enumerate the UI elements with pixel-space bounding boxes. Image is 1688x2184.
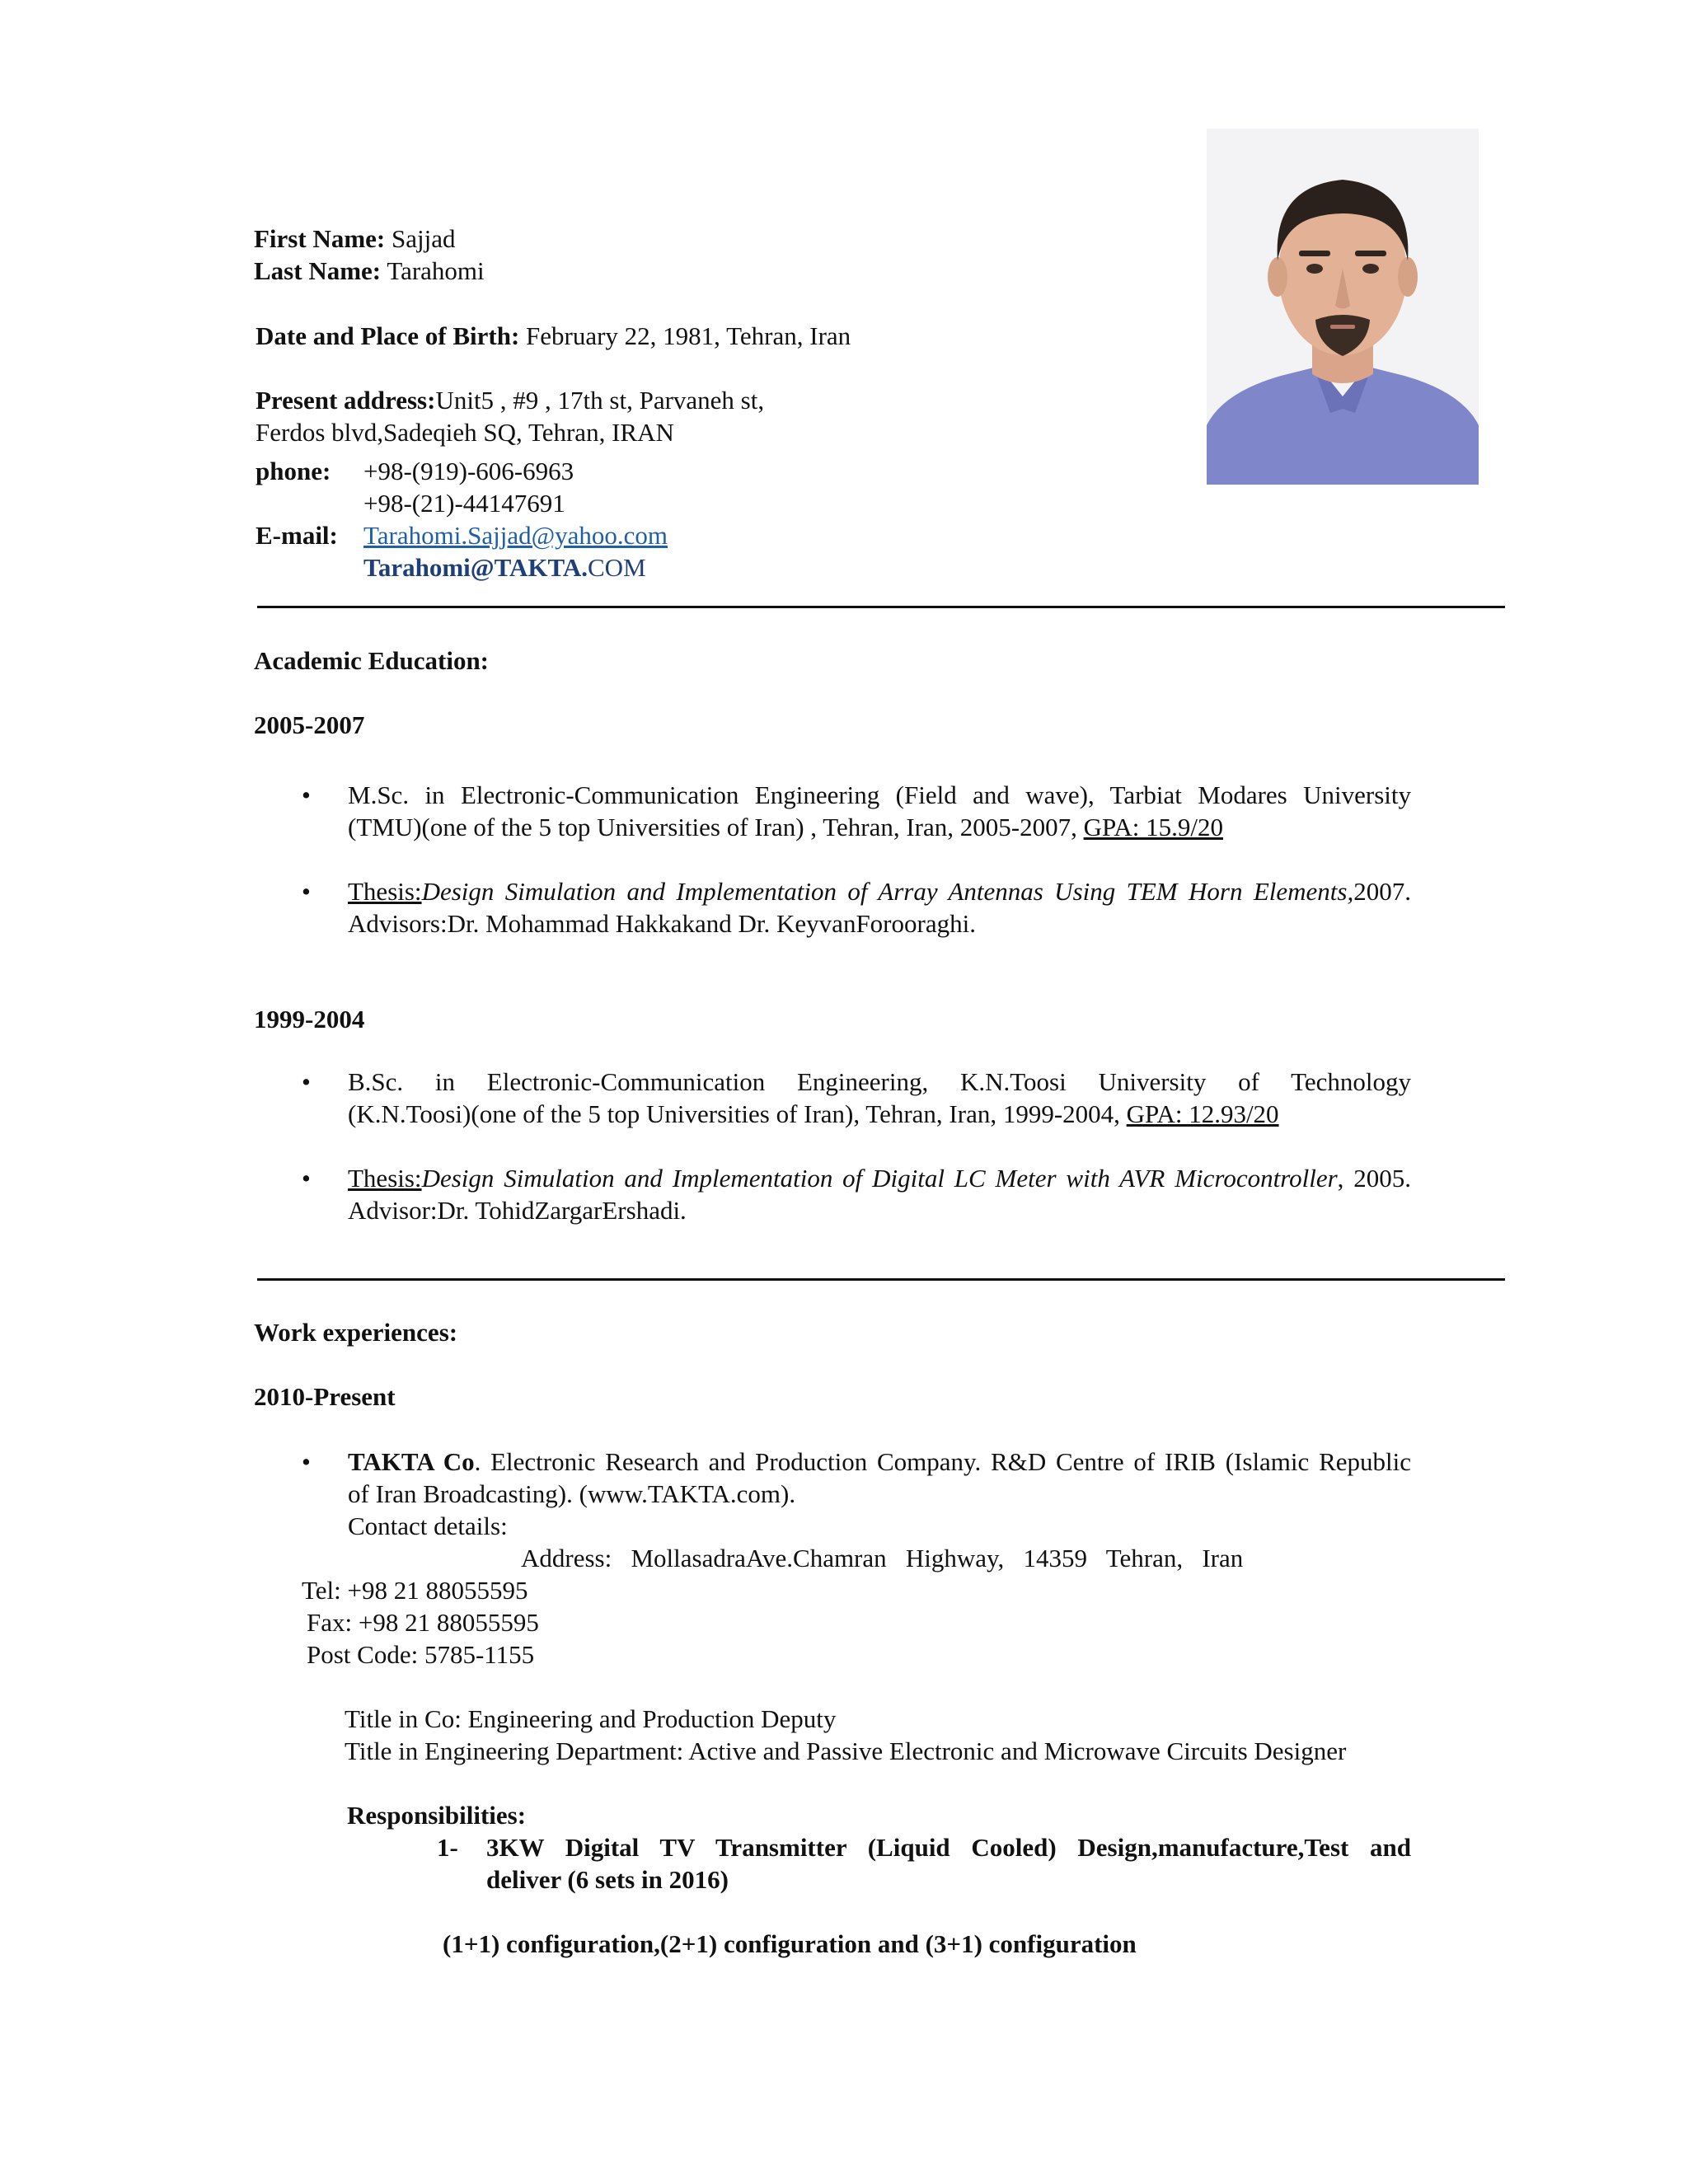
education-period-1: 2005-2007 — [254, 710, 365, 739]
responsibility-1-line-2: deliver (6 sets in 2016) — [486, 1865, 729, 1894]
bullet: • — [302, 1447, 311, 1476]
company-post-code: Post Code: 5785-1155 — [307, 1640, 535, 1669]
phone-1: +98-(919)-606-6963 — [363, 457, 574, 485]
first-name-label: First Name: — [254, 224, 386, 253]
birth-value: February 22, 1981, Tehran, Iran — [526, 321, 851, 350]
address-line-1 — [256, 384, 764, 416]
company-line-2: of Iran Broadcasting). (www.TAKTA.com). — [348, 1479, 796, 1508]
msc-advisors: Advisors:Dr. Mohammad Hakkakand Dr. KeyvanForooraghi. — [348, 909, 976, 938]
responsibility-number-1: 1- — [437, 1833, 458, 1862]
bsc-thesis-line: Thesis:Design Simulation and Implementation of Digital LC Meter with AVR Microcontroller, 2005. — [348, 1164, 1411, 1193]
bullet: • — [302, 877, 311, 906]
bsc-gpa: GPA: 12.93/20 — [1126, 1099, 1279, 1128]
work-period: 2010-Present — [254, 1382, 396, 1411]
email-label: E-mail: — [256, 521, 338, 550]
birth-line — [256, 320, 851, 352]
bsc-line-2: (K.N.Toosi)(one of the 5 top Universities of Iran), Tehran, Iran, 1999-2004, GPA: 12.93/20 — [348, 1099, 1279, 1128]
phone-label: phone: — [256, 457, 331, 485]
phone-2: +98-(21)-44147691 — [363, 489, 565, 518]
bullet: • — [302, 780, 311, 809]
email-link-yahoo[interactable]: Tarahomi.Sajjad@yahoo.com — [363, 521, 668, 550]
company-tel: Tel: +98 21 88055595 — [302, 1576, 528, 1605]
email-takta[interactable]: Tarahomi@TAKTA.COM — [363, 553, 646, 582]
title-in-co: Title in Co: Engineering and Production Deputy — [345, 1704, 837, 1733]
configuration-line: (1+1) configuration,(2+1) configuration and (3+1) configuration — [443, 1929, 1137, 1958]
msc-gpa: GPA: 15.9/20 — [1083, 813, 1223, 841]
first-name-value: Sajjad — [392, 224, 456, 253]
birth-label: Date and Place of Birth: — [256, 321, 520, 350]
last-name-label: Last Name: — [254, 256, 382, 285]
responsibility-1-line-1: 3KW Digital TV Transmitter (Liquid Cooled) Design,manufacture,Test and — [486, 1833, 1411, 1862]
address-value-1: Unit5 , #9 , 17th st, Parvaneh st, — [435, 386, 765, 415]
profile-photo — [1207, 129, 1479, 485]
company-name: TAKTA Co — [348, 1447, 475, 1476]
divider-middle — [257, 1278, 1505, 1281]
contact-label: Contact details: — [348, 1511, 508, 1540]
portrait-illustration — [1207, 129, 1479, 485]
education-heading: Academic Education: — [254, 646, 490, 675]
work-heading: Work experiences: — [254, 1318, 458, 1347]
last-name-value: Tarahomi — [387, 256, 485, 285]
bullet: • — [302, 1164, 311, 1193]
bsc-line-1: B.Sc. in Electronic-Communication Engineering, K.N.Toosi University of Technology — [348, 1067, 1411, 1096]
bsc-advisor: Advisor:Dr. TohidZargarErshadi. — [348, 1196, 687, 1225]
first-name-line — [254, 223, 456, 255]
address-line-2: Ferdos blvd,Sadeqieh SQ, Tehran, IRAN — [256, 418, 674, 447]
msc-line-1: M.Sc. in Electronic-Communication Engineering (Field and wave), Tarbiat Modares University — [348, 780, 1411, 809]
msc-line-2: (TMU)(one of the 5 top Universities of Iran) , Tehran, Iran, 2005-2007, GPA: 15.9/20 — [348, 813, 1223, 841]
msc-thesis-line: Thesis:Design Simulation and Implementation of Array Antennas Using TEM Horn Elements,2007. — [348, 877, 1411, 906]
divider-top — [257, 606, 1505, 608]
company-fax: Fax: +98 21 88055595 — [307, 1608, 539, 1637]
last-name-line — [254, 255, 485, 287]
company-line-1: TAKTA Co. Electronic Research and Production Company. R&D Centre of IRIB (Islamic Republic — [348, 1447, 1411, 1476]
bullet: • — [302, 1067, 311, 1096]
responsibilities-heading: Responsibilities: — [347, 1801, 527, 1830]
education-period-2: 1999-2004 — [254, 1005, 365, 1033]
title-in-dept: Title in Engineering Department: Active and Passive Electronic and Microwave Circuits Designer — [345, 1736, 1347, 1765]
address-label: Present address: — [256, 386, 436, 415]
company-address: Address: MollasadraAve.Chamran Highway, 14359 Tehran, Iran — [521, 1544, 1244, 1572]
